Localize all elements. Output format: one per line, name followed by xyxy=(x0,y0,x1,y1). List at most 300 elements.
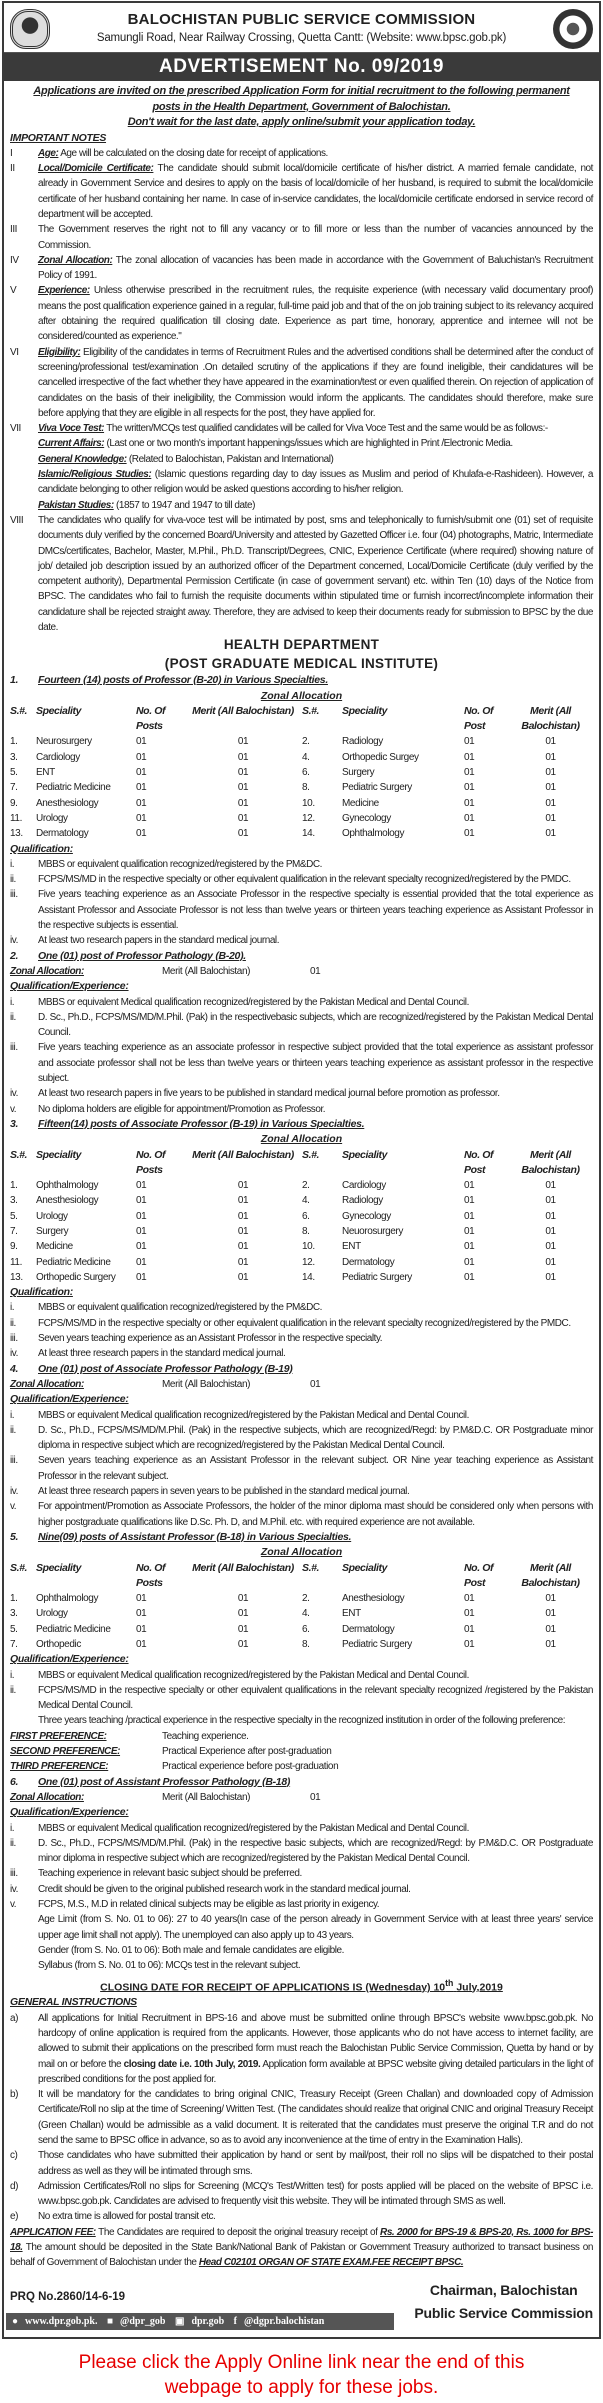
table-cell: 01 xyxy=(136,1271,147,1283)
table-cell: 01 xyxy=(237,767,249,779)
item-number xyxy=(10,1713,38,1728)
table-cell: ENT xyxy=(342,1241,361,1253)
post-section xyxy=(10,949,593,1117)
table-cell: 9. xyxy=(10,1241,18,1253)
post-number: 6. xyxy=(10,1775,19,1788)
item-body xyxy=(38,161,593,222)
header xyxy=(4,3,599,53)
item-number xyxy=(10,452,38,467)
table-cell: 01 xyxy=(237,1210,249,1222)
item-number: ii. xyxy=(10,1684,16,1696)
twitter-handle[interactable]: @dpr_gob xyxy=(120,2315,166,2327)
item-text: D. Sc., Ph.D., FCPS/MS/MD/M.Phil. (Pak) in the respective subjects, which are recognized/Regd: by P.M&D.C. OR Postgraduate minor diploma in respective subject which are recognized/registered by the Pakistan Medical Dental Council. xyxy=(38,1424,593,1452)
table-cell: 01 xyxy=(545,1271,556,1283)
table-cell: 01 xyxy=(237,736,249,748)
item-text: For appointment/Promotion as Associate Professors, the holder of the minor diploma mast should be considered only when persons with higher postgraduate qualifications like D.Sc. Ph. D, and M.Phil. etc. with required experience are not available. xyxy=(38,1501,593,1528)
preference-text: Practical experience before post-graduation xyxy=(162,1761,339,1773)
website-link[interactable]: www.dpr.gob.pk. xyxy=(25,2315,98,2327)
item-number: i. xyxy=(10,858,15,870)
qualification-item xyxy=(10,933,593,948)
merit-label: Merit (All Balochistan) xyxy=(162,1791,251,1803)
item-text: Credit should be given to the original published research work in the standard medical journal. xyxy=(38,1883,411,1895)
allocation-table xyxy=(10,704,593,842)
table-cell: ENT xyxy=(36,767,55,779)
table-cell: Pediatric Surgery xyxy=(342,1639,412,1650)
item-text: Teaching experience in relevant basic subject should be preferred. xyxy=(38,1868,302,1880)
qualification-item xyxy=(10,1713,593,1728)
item-label: Age: xyxy=(38,147,59,159)
item-text: Age will be calculated on the closing date for receipt of applications. xyxy=(58,147,328,159)
table-cell: 1. xyxy=(10,1593,18,1605)
table-cell: 13. xyxy=(10,828,23,840)
facebook-handle[interactable]: @dgpr.balochistan xyxy=(244,2315,325,2327)
table-cell: 01 xyxy=(237,751,249,763)
table-row xyxy=(10,780,593,795)
item-number: ii. xyxy=(10,1424,16,1436)
item-body xyxy=(38,1346,593,1361)
item-body xyxy=(38,2087,593,2148)
column-header: Speciality xyxy=(36,1561,82,1574)
item-body xyxy=(38,452,593,467)
note-item xyxy=(10,513,593,635)
table-cell: 10. xyxy=(302,1241,315,1253)
item-text: The Government reserves the right not to fill any vacancy or to fill more or less than the number of vacancies announced by the Commission. xyxy=(38,224,593,251)
item-body xyxy=(38,146,593,161)
item-number: IV xyxy=(10,254,19,266)
table-cell: 01 xyxy=(237,1271,249,1283)
table-cell: 01 xyxy=(136,1225,147,1237)
instruction-item xyxy=(10,2148,593,2179)
intro-line: Don't wait for the last date, apply online/submit your application today. xyxy=(127,116,476,128)
commission-title: BALOCHISTAN PUBLIC SERVICE COMMISSION xyxy=(127,11,476,28)
item-text: MBBS or equivalent Medical qualification recognized/registered by the Pakistan Medical and Dental Council. xyxy=(38,1822,469,1834)
item-body xyxy=(38,2179,593,2210)
item-text: FCPS/MS/MD in the respective specialty or other equivalent qualifications in the relevant specialty recognized /registered by the Pakistan Medical Dental Council. xyxy=(38,1684,593,1712)
table-cell: 01 xyxy=(136,751,147,763)
item-number: iii. xyxy=(10,1455,18,1467)
instagram-icon: ▣ xyxy=(174,2315,185,2327)
qualification-heading: Qualification: xyxy=(10,1286,73,1299)
table-cell: 01 xyxy=(237,1241,249,1253)
item-label: Eligibility: xyxy=(38,346,81,358)
preference-row xyxy=(10,1729,593,1744)
item-text: Seven years teaching experience as an Assistant Professor in the relevant subject. OR Nine year teaching experience as Assistant Professor in the relevant subject. xyxy=(38,1455,593,1482)
item-body xyxy=(38,2148,593,2179)
table-cell: 1. xyxy=(10,1180,18,1192)
item-text: Those candidates who have submitted their application by hand or sent by mail/post, their roll no slips will be dispatched to their postal address as well as they will be intimated through sms. xyxy=(38,2150,593,2177)
post-heading xyxy=(10,949,593,964)
item-number: ii. xyxy=(10,1317,16,1329)
ad-footer xyxy=(10,2271,593,2339)
item-body xyxy=(38,1300,593,1315)
fee-label: APPLICATION FEE: xyxy=(10,2226,96,2238)
table-cell: 14. xyxy=(302,1271,315,1283)
fee-amounts: Rs. 2000 for BPS-19 & BPS-20, Rs. 1000 for BPS-18. xyxy=(10,2226,593,2254)
table-row xyxy=(10,826,593,841)
item-body xyxy=(38,1010,593,1041)
table-cell: 01 xyxy=(464,1593,475,1605)
qualification-item xyxy=(10,1423,593,1454)
item-text: Admission Certificates/Roll no slips for Screening (MCQ's Test/Written test) for posts applied will be placed on the website of BPSC i.e. www.bpsc.gob.pk. Candidates are advised to frequently visit this website. They will be intimated through SMS as well. xyxy=(38,2180,593,2208)
allocation-table xyxy=(10,1148,593,1286)
table-cell: 01 xyxy=(545,1225,556,1237)
table-cell: 01 xyxy=(545,767,556,779)
note-item xyxy=(10,253,593,284)
item-body xyxy=(38,1408,593,1423)
item-body xyxy=(38,222,593,253)
post-count: 01 xyxy=(310,965,321,977)
zonal-label: Zonal Allocation: xyxy=(10,1378,84,1390)
qualification-item xyxy=(10,1897,593,1912)
qualification-item xyxy=(10,1958,593,1973)
intro xyxy=(10,84,593,131)
item-text: Five years teaching experience as an associate professor in respective subject provided that the total experience as assistant professor and associate professor shall not be less than twelve years or thirteen years teaching experience as assistant professor in the respective subject. xyxy=(38,1042,593,1085)
item-text: Seven years teaching experience as an Assistant Professor in the respective specialty. xyxy=(38,1333,383,1345)
important-notes xyxy=(10,146,593,636)
closing-sup: th xyxy=(445,1977,454,1988)
item-text: At least three research papers in seven years to be published in the standard medical journal. xyxy=(38,1486,410,1498)
column-header: Merit (All Balochistan) xyxy=(192,1561,294,1574)
item-number: i. xyxy=(10,1409,15,1421)
table-cell: Urology xyxy=(36,812,68,824)
item-text: MBBS or equivalent qualification recognized/registered by the PM&DC. xyxy=(38,1302,323,1314)
item-number: i. xyxy=(10,1669,15,1681)
qualification-item xyxy=(10,1408,593,1423)
item-number: iv. xyxy=(10,1883,18,1895)
qualification-item xyxy=(10,1010,593,1041)
item-body xyxy=(38,1912,593,1943)
column-header: S.#. xyxy=(302,1561,320,1574)
item-number: i. xyxy=(10,996,15,1008)
instruction-item xyxy=(10,2011,593,2087)
preference-text: Teaching experience. xyxy=(162,1730,249,1742)
column-header: No. Of Posts xyxy=(136,1148,166,1176)
fee-text: The amount should be deposited in the State Bank/National Bank of Pakistan or Government Treasury authorized to transact business on behalf of Government of Balochistan under the xyxy=(10,2242,593,2269)
social-bar xyxy=(6,2313,394,2330)
item-text: Gender (from S. No. 01 to 06): Both male and female candidates are eligible. xyxy=(38,1944,344,1956)
item-body xyxy=(38,1423,593,1454)
item-bold: closing date i.e. 10th July, 2019. xyxy=(123,2058,261,2070)
table-cell: Ophthalmology xyxy=(36,1593,99,1605)
table-cell: 01 xyxy=(545,1241,556,1253)
item-body xyxy=(38,1316,593,1331)
table-cell: 01 xyxy=(545,736,556,748)
table-cell: 01 xyxy=(136,812,147,824)
preference-row xyxy=(10,1744,593,1759)
item-body xyxy=(38,1086,593,1101)
table-cell: 4. xyxy=(302,1608,310,1620)
signature-line: Chairman, Balochistan xyxy=(429,2281,578,2298)
item-number: iii. xyxy=(10,1042,18,1054)
advertisement-number: ADVERTISEMENT No. 09/2019 xyxy=(4,53,599,81)
item-text: FCPS, M.S., M.D in related clinical subjects may be eligible as last priority in exigency. xyxy=(38,1899,380,1911)
table-row xyxy=(10,1178,593,1193)
allocation-table xyxy=(10,1561,593,1653)
item-text: At least three research papers in the standard medical journal. xyxy=(38,1348,286,1360)
qualification-item xyxy=(10,1943,593,1958)
notice-line: webpage to apply for these jobs. xyxy=(164,2377,439,2398)
table-cell: 01 xyxy=(237,1593,249,1605)
post-number: 5. xyxy=(10,1530,19,1543)
commission-address: Samungli Road, Near Railway Crossing, Quetta Cantt: (Website: www.bpsc.gob.pk) xyxy=(96,32,507,44)
post-number: 1. xyxy=(10,674,19,687)
item-label: Viva Voce Test: xyxy=(38,423,105,435)
table-cell: 12. xyxy=(302,1256,315,1268)
item-number: a) xyxy=(10,2012,18,2024)
table-cell: Anesthesiology xyxy=(36,1195,99,1207)
table-cell: 01 xyxy=(464,1608,475,1620)
post-heading xyxy=(10,1117,593,1132)
item-body xyxy=(38,436,593,451)
table-cell: 01 xyxy=(545,1639,556,1650)
table-cell: 01 xyxy=(136,736,147,748)
item-body xyxy=(38,1897,593,1912)
item-label: Zonal Allocation: xyxy=(38,254,113,266)
item-text: MBBS or equivalent Medical qualification recognized/registered by the Pakistan Medical and Dental Council. xyxy=(38,1409,469,1421)
table-cell: 01 xyxy=(464,1623,475,1635)
item-number: V xyxy=(10,285,17,297)
table-cell: Radiology xyxy=(342,736,383,748)
zonal-allocation xyxy=(10,1790,593,1805)
item-number: VII xyxy=(10,423,21,435)
zonal-allocation-heading: Zonal Allocation xyxy=(260,1546,343,1559)
table-cell: 01 xyxy=(136,782,147,794)
column-header: Merit (All Balochistan) xyxy=(521,1561,580,1589)
item-number: ii. xyxy=(10,1011,16,1023)
item-body xyxy=(38,872,593,887)
note-item xyxy=(10,467,593,498)
table-row xyxy=(10,811,593,826)
table-row xyxy=(10,1255,593,1270)
table-cell: 01 xyxy=(136,1195,147,1207)
item-body xyxy=(38,283,593,344)
table-cell: 7. xyxy=(10,1225,18,1237)
qualification-heading: Qualification/Experience: xyxy=(10,1806,129,1819)
table-cell: 01 xyxy=(545,828,556,840)
table-cell: 4. xyxy=(302,751,310,763)
note-item xyxy=(10,452,593,467)
item-number: III xyxy=(10,224,17,236)
item-text: (1857 to 1947 and 1947 to till date) xyxy=(113,499,255,511)
item-number: iv. xyxy=(10,935,18,947)
qualification-item xyxy=(10,1821,593,1836)
table-row xyxy=(10,796,593,811)
instagram-handle[interactable]: dpr.gob xyxy=(191,2315,225,2327)
table-cell: 2. xyxy=(302,1180,310,1192)
prq-number: PRQ No.2860/14-6-19 xyxy=(10,2290,126,2303)
table-cell: 01 xyxy=(136,1256,147,1268)
item-text: It will be mandatory for the candidates to bring original CNIC, Treasury Receipt (Green Challan) and downloaded copy of Admission Certificate/Roll no slip at the time of Screening/ Written Test. (The candidates should realize that original CNIC and original Treasury Receipt (Green Challan) would be admissible as a valid document. It is reiterated that the candidates must preserve the original T.R and do not send the same to BPSC office in advance, so as to avoid any inconvenience at the time of entry in the Examination Halls). xyxy=(38,2089,593,2146)
table-cell: Radiology xyxy=(342,1195,383,1207)
table-cell: 11. xyxy=(10,1256,22,1268)
table-cell: Medicine xyxy=(36,1241,73,1253)
item-number: iv. xyxy=(10,1088,18,1100)
item-body xyxy=(38,1821,593,1836)
column-header: Speciality xyxy=(36,704,82,717)
table-row xyxy=(10,1239,593,1254)
table-cell: 01 xyxy=(136,1623,147,1635)
item-body xyxy=(38,1499,593,1530)
item-number: VIII xyxy=(10,514,24,526)
qualification-item xyxy=(10,1866,593,1881)
table-cell: 01 xyxy=(464,1256,475,1268)
item-text: At least two research papers in five years to be published in standard medical journal before promotion as professor. xyxy=(38,1088,500,1100)
table-cell: 5. xyxy=(10,767,18,779)
item-label: Local/Domicile Certificate: xyxy=(38,163,154,175)
item-text: All applications for Initial Recruitment in BPS-16 and above must be submitted online through BPSC's website www.bpsc.gob.pk. No hardcopy of online application is required from the applicants. However, those applicants who do not have access to internet facility, are allowed to submit their applications on the prescribed form must reach the Balochistan Public Service Commission, Quetta by hand or by mail on or before the xyxy=(38,2012,593,2070)
table-cell: ENT xyxy=(342,1608,361,1620)
table-cell: 01 xyxy=(464,1225,475,1237)
column-header: No. Of Post xyxy=(464,1561,494,1589)
item-label: General Knowledge: xyxy=(38,453,127,465)
item-text: (Last one or two month's important happenings/issues which are highlighted in Print /Electronic Media. xyxy=(104,438,513,450)
table-cell: 01 xyxy=(136,1210,147,1222)
zonal-label: Zonal Allocation: xyxy=(10,965,84,977)
table-cell: Pediatric Medicine xyxy=(36,782,111,794)
zonal-allocation xyxy=(10,964,593,979)
item-body xyxy=(38,467,593,498)
post-heading xyxy=(10,1530,593,1545)
item-body xyxy=(38,1453,593,1484)
table-row xyxy=(10,1193,593,1208)
table-cell: 01 xyxy=(545,1210,556,1222)
post-number: 3. xyxy=(10,1117,19,1130)
table-cell: 01 xyxy=(545,1608,556,1620)
table-cell: 10. xyxy=(302,797,315,809)
qualification-item xyxy=(10,1668,593,1683)
post-number: 4. xyxy=(10,1362,19,1375)
merit-label: Merit (All Balochistan) xyxy=(162,1378,251,1390)
table-cell: 01 xyxy=(545,797,556,809)
item-body xyxy=(38,1958,593,1973)
general-instructions-heading: GENERAL INSTRUCTIONS xyxy=(10,1996,137,2009)
table-cell: 01 xyxy=(237,1225,249,1237)
qualification-item xyxy=(10,995,593,1010)
table-cell: 3. xyxy=(10,1608,18,1620)
table-row xyxy=(10,1591,593,1606)
item-body xyxy=(38,421,593,436)
preference-label: SECOND PREFERENCE: xyxy=(10,1746,121,1758)
item-number: v. xyxy=(10,1899,17,1911)
table-cell: 01 xyxy=(136,1608,147,1620)
table-row xyxy=(10,1622,593,1637)
fee-text: The Candidates are required to deposit the original treasury receipt of xyxy=(95,2226,381,2238)
item-body xyxy=(38,253,593,284)
preference-label: THIRD PREFERENCE: xyxy=(10,1761,109,1773)
column-header: Merit (All Balochistan) xyxy=(192,704,294,717)
qualification-heading: Qualification/Experience: xyxy=(10,980,129,993)
department-name: HEALTH DEPARTMENT xyxy=(223,637,380,653)
item-text: MBBS or equivalent Medical qualification recognized/registered by the Pakistan Medical and Dental Council. xyxy=(38,1669,469,1681)
item-text: Unless otherwise prescribed in the recruitment rules, the requisite experience (with necessary valid documentary proof) means the post qualification experience gained in a regular, full-time paid job and that of the on job training subject to its relevancy acquired after obtaining the required qualification till closing date. Experience as part time, honorary, apprentice and internee will not be considered/counted as experience." xyxy=(38,285,593,343)
item-text: Five years teaching experience as an Associate Professor in the respective specialty is essential provided that the total experience as Assistant Professor and Associate Professor is not less than twelve years or thirteen years teaching experience as Assistant Professor in the respective subjects is essential. xyxy=(38,889,593,932)
closing-date-value: July,2019 xyxy=(456,1981,503,1994)
table-cell: 9. xyxy=(10,797,18,809)
qualification-item xyxy=(10,1683,593,1714)
column-header: S.#. xyxy=(10,1148,28,1161)
post-section xyxy=(10,673,593,948)
item-number: v. xyxy=(10,1103,17,1115)
table-cell: Anesthesiology xyxy=(342,1593,405,1605)
twitter-icon: ■ xyxy=(107,2315,114,2327)
item-text: Syllabus (from S. No. 01 to 06): MCQs test in the relevant subject. xyxy=(38,1960,301,1972)
table-cell: 01 xyxy=(464,828,475,840)
item-text: (Related to Balochistan, Pakistan and International) xyxy=(126,453,334,465)
qualification-item xyxy=(10,1499,593,1530)
qualification-item xyxy=(10,1346,593,1361)
item-text: The candidate should submit local/domicile certificate of his/her district. A married female candidate, not already in Government Service and desires to apply on the basis of local/domicile of her husband, is required to submit the local/domicile certificate of her husband containing her name. In case of in-service candidates, the local/domicile certificate endorsed in service record of department will be accepted. xyxy=(38,163,593,220)
item-number: b) xyxy=(10,2089,18,2101)
qualification-item xyxy=(10,1882,593,1897)
table-cell: 01 xyxy=(464,812,475,824)
table-cell: 7. xyxy=(10,782,18,794)
table-cell: Surgery xyxy=(342,767,375,779)
qualification-item xyxy=(10,1086,593,1101)
table-cell: 01 xyxy=(464,782,475,794)
item-number xyxy=(10,1943,38,1958)
item-body xyxy=(38,2011,593,2087)
table-cell: 01 xyxy=(136,828,147,840)
table-cell: Neuorosurgery xyxy=(342,1225,403,1237)
item-body xyxy=(38,1866,593,1881)
table-cell: 1. xyxy=(10,736,18,748)
intro-line: Applications are invited on the prescribed Application Form for initial recruitment to the following permanent xyxy=(33,85,570,97)
post-title: One (01) post of Associate Professor Pathology (B-19) xyxy=(38,1362,293,1375)
zonal-allocation-heading: Zonal Allocation xyxy=(260,689,343,702)
item-body xyxy=(38,857,593,872)
item-number xyxy=(10,1912,38,1943)
table-cell: Dermatology xyxy=(342,1623,395,1635)
item-number: VI xyxy=(10,346,19,358)
table-cell: 3. xyxy=(10,751,18,763)
item-number: e) xyxy=(10,2211,18,2223)
qualification-item xyxy=(10,1040,593,1086)
column-header: S.#. xyxy=(302,1148,320,1161)
table-cell: 01 xyxy=(237,812,249,824)
column-header: Speciality xyxy=(342,704,388,717)
table-cell: 8. xyxy=(302,782,310,794)
note-item xyxy=(10,345,593,421)
item-body xyxy=(38,1484,593,1499)
table-cell: Orthopedic Surgery xyxy=(36,1271,116,1283)
post-title: Fifteen(14) posts of Associate Professor (B-19) in Various Specialties. xyxy=(38,1117,365,1130)
table-cell: 01 xyxy=(136,767,147,779)
table-cell: 01 xyxy=(237,1180,249,1192)
notes-heading: IMPORTANT NOTES xyxy=(10,131,107,144)
note-item xyxy=(10,421,593,436)
post-count: 01 xyxy=(310,1378,321,1390)
table-cell: 01 xyxy=(545,782,556,794)
column-header: Merit (All Balochistan) xyxy=(521,704,580,733)
table-cell: 01 xyxy=(464,767,475,779)
post-section xyxy=(10,1530,593,1775)
qualification-item xyxy=(10,1331,593,1346)
note-item xyxy=(10,436,593,451)
post-section xyxy=(10,1117,593,1362)
table-cell: 01 xyxy=(136,1639,147,1650)
column-header: No. Of Posts xyxy=(136,1561,166,1589)
table-cell: 01 xyxy=(237,797,249,809)
table-cell: 01 xyxy=(464,751,475,763)
item-text: D. Sc., Ph.D., FCPS/MS/MD/M.Phil. (Pak) in the respectivebasic subjects, which are recognized/registered by the Pakistan Medical Dental Council. xyxy=(38,1011,593,1039)
item-text: (Islamic questions regarding day to day issues as Muslim and period of Khulafa-e-Rashideen). However, a candidate belonging to other religion would be asked questions according to his/her religion. xyxy=(38,469,593,496)
department-title xyxy=(10,635,593,673)
table-cell: 01 xyxy=(545,812,556,824)
table-cell: Orthopedic Surgey xyxy=(342,751,419,763)
table-cell: Gynecology xyxy=(342,1210,391,1222)
qualification-heading: Qualification/Experience: xyxy=(10,1653,129,1666)
table-header-row xyxy=(10,704,593,735)
